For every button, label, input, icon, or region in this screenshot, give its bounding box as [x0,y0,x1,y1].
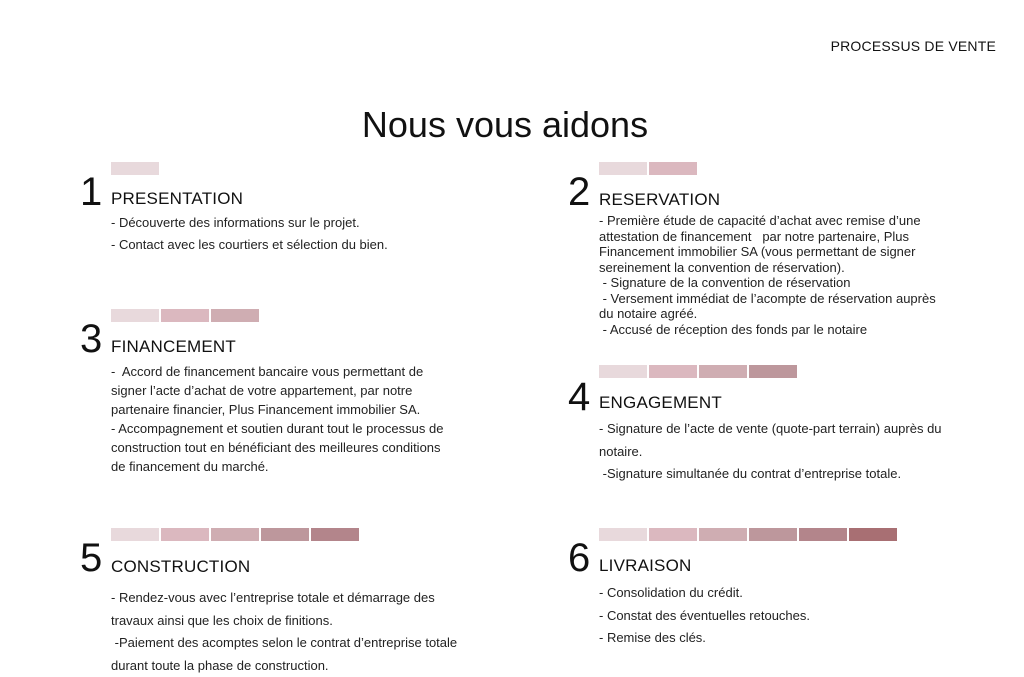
step-description [111,212,388,256]
step-description [599,582,810,650]
step-description [599,213,936,337]
step-number: 5 [80,538,102,578]
progress-bar-segment [211,309,259,322]
progress-bar-segment [261,528,309,541]
step-title: LIVRAISON [599,556,692,576]
description-line: sereinement la convention de réservation). [599,260,936,276]
progress-bar-segment [161,309,209,322]
description-line: - Accompagnement et soutien durant tout le processus de [111,419,443,438]
progress-bar-segment [111,162,159,175]
description-line: - Consolidation du crédit. [599,582,810,605]
description-line: - Accusé de réception des fonds par le notaire [599,322,936,338]
progress-bar-segment [749,528,797,541]
progress-bars [111,309,259,322]
description-line: - Constat des éventuelles retouches. [599,605,810,628]
progress-bars [599,528,897,541]
step-number: 4 [568,377,590,417]
description-line: de financement du marché. [111,457,443,476]
step-title: PRESENTATION [111,189,243,209]
description-line: Financement immobilier SA (vous permettant de signer [599,244,936,260]
step-description [111,362,443,476]
progress-bar-segment [599,162,647,175]
description-line: - Découverte des informations sur le projet. [111,212,388,234]
description-line: signer l’acte d’achat de votre appartement, par notre [111,381,443,400]
description-line: partenaire financier, Plus Financement immobilier SA. [111,400,443,419]
progress-bar-segment [211,528,259,541]
description-line: travaux ainsi que les choix de finitions. [111,610,457,633]
description-line: attestation de financement par notre partenaire, Plus [599,229,936,245]
section-label: PROCESSUS DE VENTE [831,38,996,54]
progress-bars [599,162,697,175]
step-number: 2 [568,172,590,212]
description-line: -Signature simultanée du contrat d’entreprise totale. [599,463,942,486]
progress-bars [599,365,797,378]
description-line: - Accord de financement bancaire vous permettant de [111,362,443,381]
progress-bar-segment [599,528,647,541]
step-description [111,587,457,677]
description-line: durant toute la phase de construction. [111,655,457,677]
progress-bar-segment [649,162,697,175]
progress-bar-segment [849,528,897,541]
description-line: du notaire agréé. [599,306,936,322]
progress-bar-segment [799,528,847,541]
description-line: - Signature de la convention de réservation [599,275,936,291]
progress-bar-segment [699,528,747,541]
progress-bar-segment [649,528,697,541]
description-line: construction tout en bénéficiant des meilleures conditions [111,438,443,457]
description-line: - Première étude de capacité d’achat avec remise d’une [599,213,936,229]
progress-bars [111,162,159,175]
progress-bar-segment [699,365,747,378]
description-line: - Versement immédiat de l’acompte de réservation auprès [599,291,936,307]
description-line: - Remise des clés. [599,627,810,650]
description-line: notaire. [599,441,942,464]
progress-bar-segment [599,365,647,378]
description-line: -Paiement des acomptes selon le contrat d’entreprise totale [111,632,457,655]
step-number: 6 [568,538,590,578]
step-title: ENGAGEMENT [599,393,722,413]
step-title: CONSTRUCTION [111,557,250,577]
step-title: RESERVATION [599,190,720,210]
page-title: Nous vous aidons [0,104,1010,146]
progress-bar-segment [311,528,359,541]
description-line: - Signature de l’acte de vente (quote-part terrain) auprès du [599,418,942,441]
step-number: 3 [80,319,102,359]
progress-bar-segment [649,365,697,378]
progress-bars [111,528,359,541]
step-title: FINANCEMENT [111,337,236,357]
progress-bar-segment [749,365,797,378]
description-line: - Rendez-vous avec l’entreprise totale et démarrage des [111,587,457,610]
step-number: 1 [80,172,102,212]
description-line: - Contact avec les courtiers et sélection du bien. [111,234,388,256]
progress-bar-segment [111,309,159,322]
step-description [599,418,942,486]
progress-bar-segment [111,528,159,541]
progress-bar-segment [161,528,209,541]
